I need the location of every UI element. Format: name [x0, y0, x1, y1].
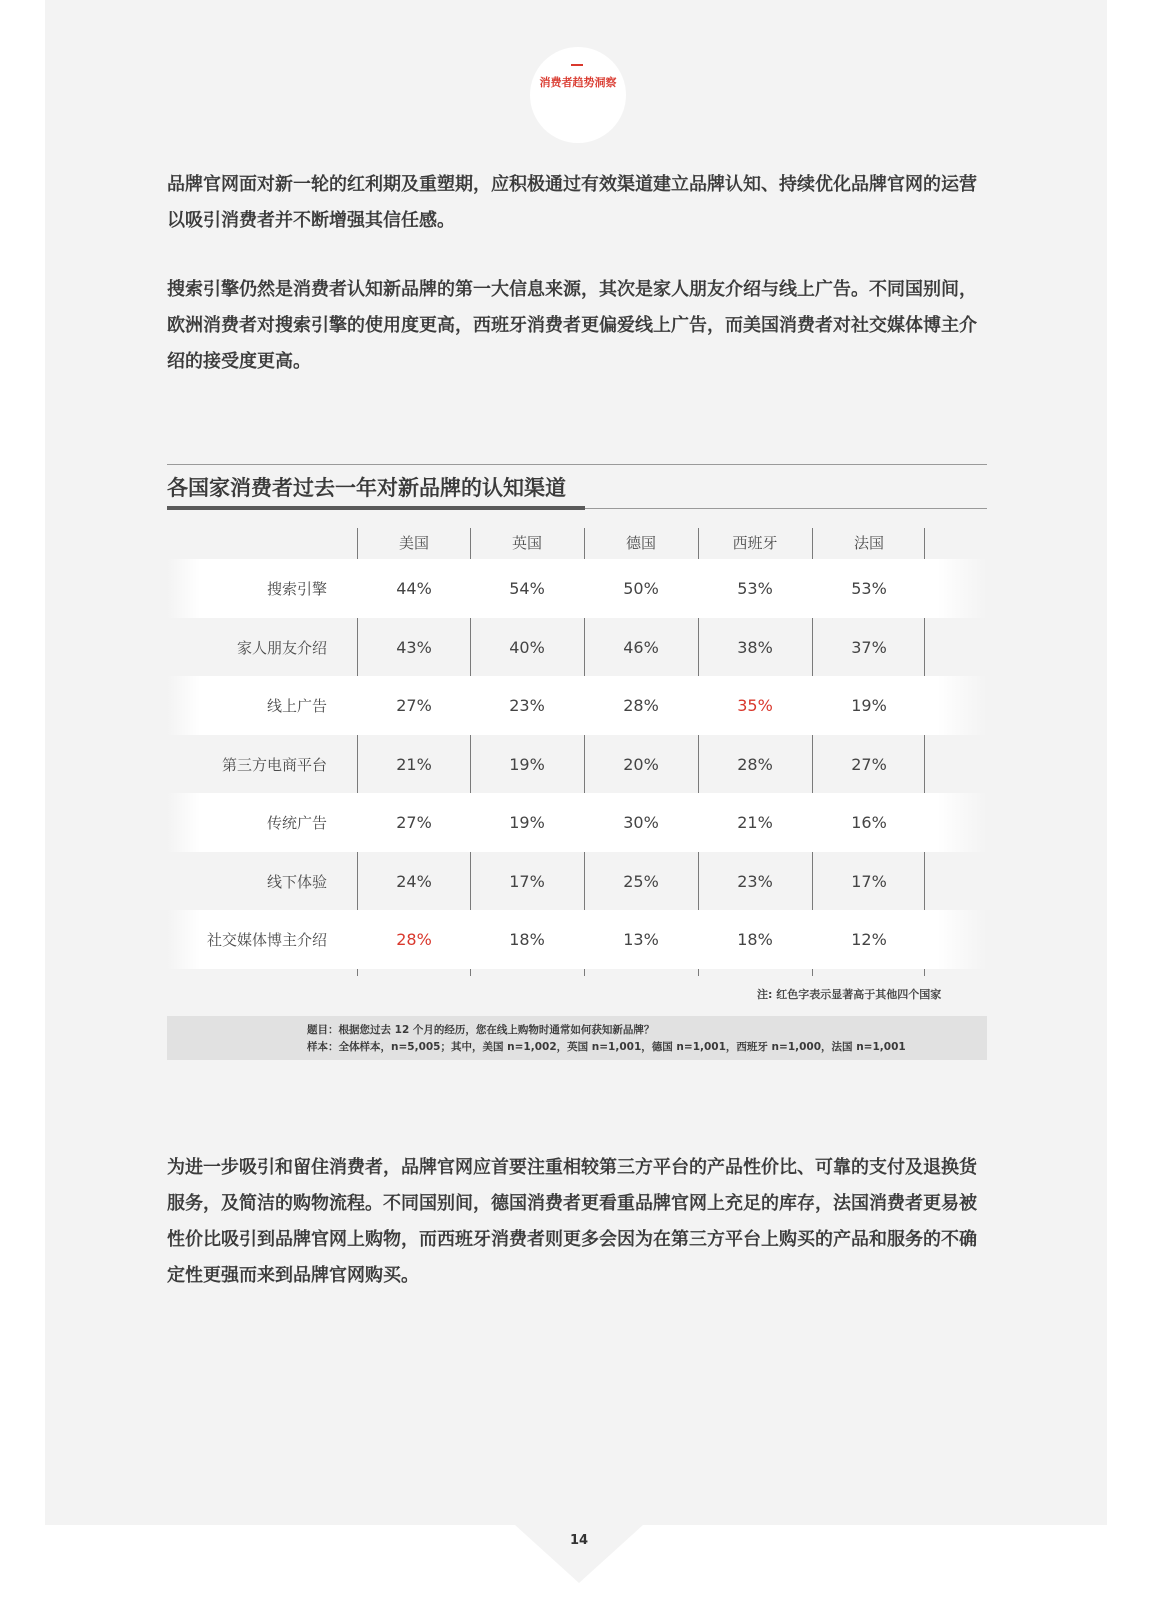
table-row — [167, 793, 987, 852]
table-cell: 53% — [737, 579, 773, 598]
table-row — [167, 618, 987, 677]
table-row — [167, 676, 987, 735]
table-cell: 43% — [396, 637, 432, 657]
table-cell: 30% — [623, 813, 659, 832]
paragraph-3: 为进一步吸引和留住消费者，品牌官网应首要注重相较第三方平台的产品性价比、可靠的支付及退换货服务，及简洁的购物流程。不同国别间，德国消费者更看重品牌官网上充足的库存，法国消费者更易被性价比吸引到品牌官网上购物，而西班牙消费者则更多会因为在第三方平台上购买的产品和服务的不确定性更强而来到品牌官网购买。 — [167, 1157, 977, 1286]
row-label: 线下体验 — [266, 872, 327, 891]
table-note: 注: 红色字表示显著高于其他四个国家 — [757, 988, 942, 1001]
column-header: 美国 — [398, 534, 429, 552]
table-cell: 19% — [851, 696, 887, 715]
table-cell: 23% — [737, 871, 773, 891]
table-cell: 23% — [509, 696, 545, 715]
table-cell: 17% — [509, 871, 545, 891]
table-cell: 28% — [623, 696, 659, 715]
table-cell: 12% — [851, 930, 887, 949]
paragraph-2: 搜索引擎仍然是消费者认知新品牌的第一大信息来源，其次是家人朋友介绍与线上广告。不同国别间，欧洲消费者对搜索引擎的使用度更高，西班牙消费者更偏爱线上广告，而美国消费者对社交媒体博主介绍的接受度更高。 — [167, 279, 977, 372]
column-header: 法国 — [853, 534, 884, 552]
table-cell: 21% — [396, 754, 432, 774]
table-cell: 18% — [509, 930, 545, 949]
table-cell: 18% — [737, 930, 773, 949]
table-cell: 27% — [396, 696, 432, 715]
table-cell: 50% — [623, 579, 659, 598]
paragraph-1: 品牌官网面对新一轮的红利期及重塑期，应积极通过有效渠道建立品牌认知、持续优化品牌官网的运营以吸引消费者并不断增强其信任感。 — [167, 174, 977, 231]
intro-paragraph — [167, 167, 987, 239]
row-label: 搜索引擎 — [266, 580, 327, 598]
table-top-rule — [167, 464, 987, 465]
table-cell: 21% — [737, 813, 773, 832]
table-cell: 44% — [396, 579, 432, 598]
table-cell: 19% — [509, 754, 545, 774]
row-label: 第三方电商平台 — [221, 755, 327, 774]
source-sample: 样本：全体样本，n=5,005；其中，美国 n=1,002，英国 n=1,001，德国 n=1,001，西班牙 n=1,000，法国 n=1,001 — [307, 1041, 906, 1053]
table-cell: 53% — [851, 579, 887, 598]
column-header: 德国 — [625, 534, 656, 552]
table-row — [167, 559, 987, 618]
table-title-accent — [167, 506, 585, 510]
row-label: 社交媒体博主介绍 — [206, 931, 327, 949]
table-cell: 37% — [851, 637, 887, 657]
row-label: 家人朋友介绍 — [236, 638, 327, 657]
row-label: 传统广告 — [266, 814, 327, 832]
table-cell: 17% — [851, 871, 887, 891]
header-badge — [530, 47, 626, 143]
table-cell: 27% — [396, 813, 432, 832]
table-row — [167, 735, 987, 794]
header-dash-icon — [571, 64, 583, 66]
table-cell: 25% — [623, 871, 659, 891]
table-cell: 27% — [851, 754, 887, 774]
search-paragraph — [167, 272, 987, 380]
table-cell: 28% — [396, 930, 432, 949]
table-cell: 20% — [623, 754, 659, 774]
source-box — [167, 1016, 987, 1060]
column-header: 英国 — [511, 534, 542, 552]
page-number: 14 — [569, 1533, 589, 1548]
table-row — [167, 910, 987, 969]
table-cell: 46% — [623, 637, 659, 657]
column-header: 西班牙 — [732, 534, 778, 552]
conclusion-paragraph — [167, 1150, 987, 1294]
table-cell: 13% — [623, 930, 659, 949]
table-cell: 54% — [509, 579, 545, 598]
channel-table — [167, 528, 987, 976]
row-label: 线上广告 — [266, 697, 327, 715]
table-cell: 35% — [737, 696, 773, 715]
source-question: 题目：根据您过去 12 个月的经历，您在线上购物时通常如何获知新品牌？ — [307, 1024, 655, 1036]
table-cell: 24% — [396, 871, 432, 891]
table-row — [167, 852, 987, 911]
table-cell: 16% — [851, 813, 887, 832]
table-cell: 40% — [509, 637, 545, 657]
table-title: 各国家消费者过去一年对新品牌的认知渠道 — [167, 476, 566, 500]
section-title: 消费者趋势洞察 — [539, 76, 617, 89]
table-cell: 19% — [509, 813, 545, 832]
table-cell: 38% — [737, 637, 773, 657]
table-cell: 28% — [737, 754, 773, 774]
